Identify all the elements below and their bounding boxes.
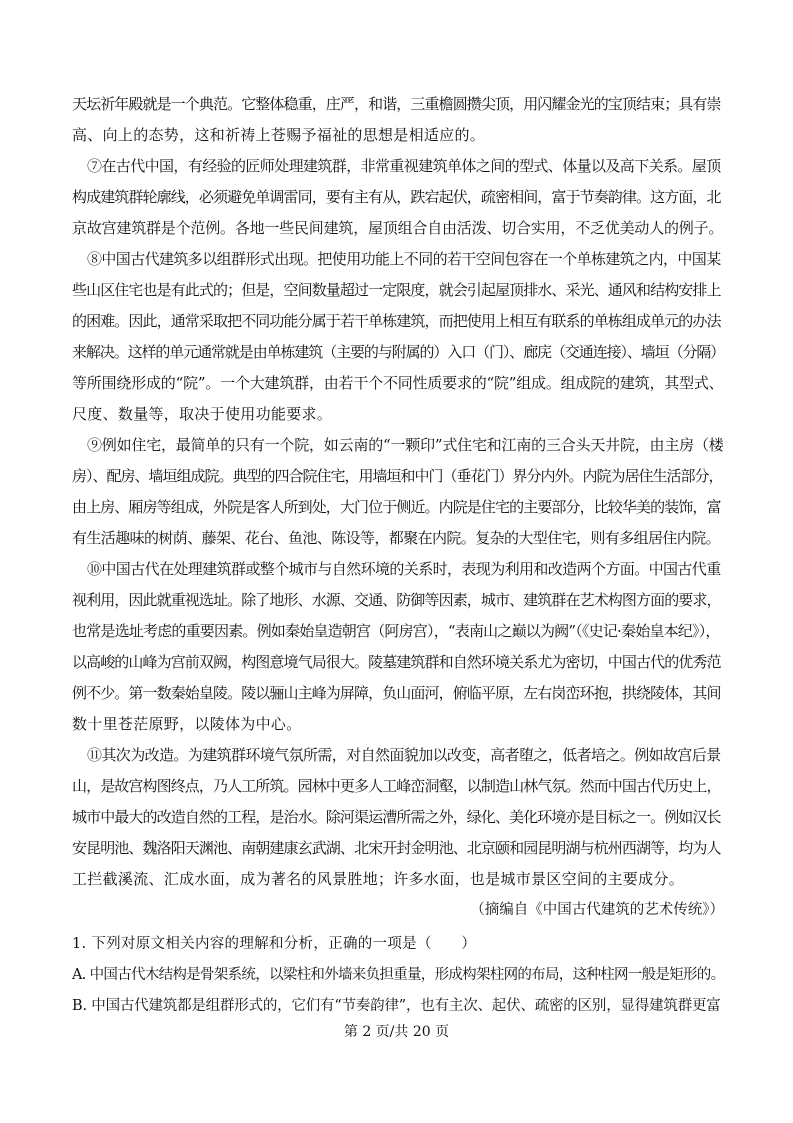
paragraph-line: ⑦在古代中国，有经验的匠师处理建筑群，非常重视建筑单体之间的型式、体量以及高下关系。屋顶 [87, 157, 721, 175]
option-b: B. 中国古代建筑都是组群形式的，它们有“节奏韵律”，也有主次、起伏、疏密的区别，显得建筑群更富 [72, 998, 721, 1014]
paragraph-line: 天坛祈年殿就是一个典范。它整体稳重，庄严，和谐，三重檐圆攒尖顶，用闪耀金光的宝顶结束；具有崇 [72, 95, 721, 113]
paragraph-line: 房）、配房、墙垣组成院。典型的四合院住宅，用墙垣和中门（垂花门）界分内外。内院为居住生活部分， [72, 467, 723, 485]
paragraph-line: 构成建筑群轮廓线，必须避免单调雷同，要有主有从，跌宕起伏，疏密相间，富于节奏韵律。这方面，北 [72, 188, 721, 206]
paragraph-line: 有生活趣味的树荫、藤架、花台、鱼池、陈设等，都聚在内院。复杂的大型住宅，则有多组居住内院。 [72, 529, 721, 547]
paragraph-line: 高、向上的态势，这和祈祷上苍赐予福祉的思想是相适应的。 [72, 126, 486, 144]
paragraph-line: 以高峻的山峰为宫前双阙，构图意境气局很大。陵墓建筑群和自然环境关系尤为密切，中国古代的优秀范 [72, 653, 721, 671]
paragraph-line: 京故宫建筑群是个范例。各地一些民间建筑，屋顶组合自由活泼、切合实用，不乏优美动人的例子。 [72, 219, 724, 237]
paragraph-line: ⑪其次为改造。为建筑群环境气氛所需，对自然面貌加以改变，高者堕之，低者培之。例如故宫后景 [87, 746, 721, 764]
paragraph-line: 等所围绕形成的“院”。一个大建筑群，由若干个不同性质要求的“院”组成。组成院的建筑，其型式、 [72, 374, 724, 392]
paragraph-line: 视利用，因此就重视选址。除了地形、水源、交通、防御等因素，城市、建筑群在艺术构图方面的要求， [72, 591, 721, 609]
page-footer: 第 2 页/共 20 页 [343, 1024, 450, 1040]
paragraph-line: 山，是故宫构图终点，乃人工所筑。园林中更多人工峰峦洞壑，以制造山林气氛。然而中国古代历史上， [72, 777, 721, 795]
paragraph-line: 来解决。这样的单元通常就是由单栋建筑（主要的与附属的）入口（门）、廊庑（交通连接）、墙垣（分隔） [72, 343, 725, 361]
paragraph-line: ⑧中国古代建筑多以组群形式出现。把使用功能上不同的若干空间包容在一个单栋建筑之内，中国某 [87, 250, 721, 268]
paragraph-line: 安昆明池、魏洛阳天渊池、南朝建康玄武湖、北宋开封金明池、北京颐和园昆明湖与杭州西湖等，均为人 [72, 839, 721, 857]
paragraph-line: ⑩中国古代在处理建筑群或整个城市与自然环境的关系时，表现为利用和改造两个方面。中国古代重 [87, 560, 721, 578]
paragraph-line: 些山区住宅也是有此式的；但是，空间数量超过一定限度，就会引起屋顶排水、采光、通风和结构安排上 [72, 281, 721, 299]
paragraph-line: 的困难。因此，通常采取把不同功能分属于若干单栋建筑，而把使用上相互有联系的单栋组成单元的办法 [72, 312, 721, 330]
question-stem: 1. 下列对原文相关内容的理解和分析，正确的一项是（ ） [72, 936, 477, 952]
paragraph-line: 尺度、数量等，取决于使用功能要求。 [72, 405, 333, 423]
paragraph-line: 也常是选址考虑的重要因素。例如秦始皇造朝宫（阿房宫），“表南山之巅以为阙”（《史记·秦始皇本纪》）， [72, 622, 720, 640]
paragraph-line: 城市中最大的改造自然的工程，是治水。除河渠运漕所需之外，绿化、美化环境亦是目标之一。例如汉长 [72, 808, 721, 826]
source-citation: （摘编自《中国古代建筑的艺术传统》） [470, 902, 724, 918]
paragraph-line: 例不少。第一数秦始皇陵。陵以骊山主峰为屏障，负山面河，俯临平原，左右岗峦环抱，拱绕陵体，其间 [72, 684, 721, 702]
paragraph-line: ⑨例如住宅，最简单的只有一个院，如云南的“一颗印”式住宅和江南的三合头天井院，由主房（楼 [87, 436, 724, 454]
paragraph-line: 工拦截溪流、汇成水面，成为著名的风景胜地；许多水面，也是城市景区空间的主要成分。 [72, 870, 685, 888]
paragraph-line: 数十里苍茫原野，以陵体为中心。 [72, 715, 302, 733]
paragraph-line: 由上房、厢房等组成，外院是客人所到处，大门位于侧近。内院是住宅的主要部分，比较华美的装饰，富 [72, 498, 721, 516]
option-a: A. 中国古代木结构是骨架系统，以梁柱和外墙来负担重量，形成构架柱网的布局，这种柱网一般是矩形的。 [72, 967, 725, 983]
